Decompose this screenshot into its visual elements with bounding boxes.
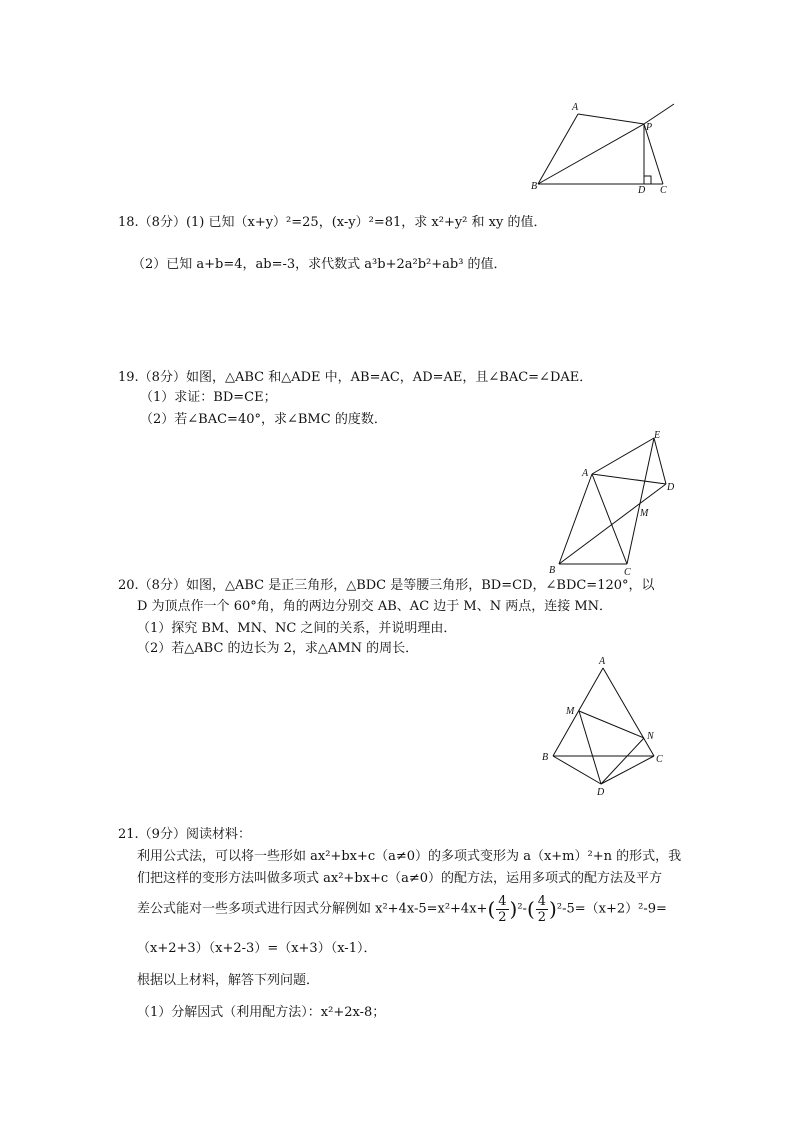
paren-open: (: [487, 897, 496, 921]
q21-title: 21.（9分）阅读材料：: [118, 827, 251, 842]
segment-ab: [559, 474, 592, 564]
segment-bd: [559, 484, 666, 564]
label-c: C: [656, 754, 663, 765]
label-b: B: [542, 752, 549, 763]
segment-ce: [627, 438, 654, 564]
label-e: E: [654, 430, 661, 441]
segment-cd: [601, 756, 654, 784]
right-angle-mark: [644, 176, 651, 184]
q20-part2: （2）若△ABC 的边长为 2，求△AMN 的周长．: [137, 641, 419, 656]
label-p: P: [646, 122, 653, 133]
q20-stem-line2: D 为顶点作一个 60°角，角的两边分别交 AB、AC 边于 M、N 两点，连接 MN．: [137, 599, 613, 614]
fraction-4-over-2-second: [536, 894, 548, 925]
paren-open-2: (: [526, 897, 535, 921]
q18-part1: 18.（8分）(1) 已知（x+y）²=25，(x-y）²=81，求 x²+y² 和 xy 的值．: [118, 215, 547, 230]
label-n: N: [647, 731, 654, 742]
segment-ed: [654, 438, 666, 484]
q21-material-line2: 们把这样的变形方法叫做多项式 ax²+bx+c（a≠0）的配方法，运用多项式的配方法及平方: [137, 871, 663, 886]
segment-mn: [579, 711, 644, 738]
label-b: B: [549, 565, 556, 576]
label-d: D: [638, 185, 646, 196]
fraction-numerator-2: 4: [537, 893, 547, 909]
q19-stem: 19.（8分）如图，△ABC 和△ADE 中，AB=AC，AD=AE，且∠BAC=∠DAE．: [118, 370, 593, 385]
q21-material-line1: 利用公式法，可以将一些形如 ax²+bx+c（a≠0）的多项式变形为 a（x+m）²+n 的形式，我: [137, 849, 682, 864]
figure-equilateral-triangle-abc: [536, 652, 676, 802]
label-c: C: [624, 567, 631, 578]
segment-dn: [601, 738, 644, 784]
label-a: A: [599, 656, 606, 667]
segment-bp: [538, 124, 644, 184]
figure-triangles-abc-ade: [544, 428, 684, 578]
segment-ae: [592, 438, 654, 474]
label-m: M: [566, 706, 575, 717]
fraction-4-over-2: [496, 894, 508, 925]
q18-part2: （2）已知 a+b=4，ab=-3，求代数式 a³b+2a²b²+ab³ 的值．: [132, 257, 507, 272]
segment-ab: [538, 114, 578, 184]
segment-pc: [644, 124, 663, 184]
fraction-denominator: 2: [498, 909, 507, 925]
q19-part2: （2）若∠BAC=40°，求∠BMC 的度数．: [140, 412, 387, 427]
segment-ad: [592, 474, 666, 484]
fraction-numerator: 4: [498, 893, 507, 909]
q21-example-prefix: 差公式能对一些多项式进行因式分解例如 x²+4x-5=x²+4x+: [137, 901, 488, 917]
segment-ap: [578, 114, 644, 124]
segment-ac: [592, 474, 627, 564]
q21-instruction: 根据以上材料，解答下列问题．: [137, 973, 320, 988]
ray-p-extension: [644, 104, 674, 124]
paren-close: ): [509, 897, 518, 921]
label-b: B: [531, 181, 538, 192]
q21-example-suffix: ²-5=（x+2）²-9=: [556, 901, 667, 917]
q21-material-line3: [137, 892, 667, 927]
label-m: M: [640, 508, 649, 519]
label-a: A: [572, 102, 579, 113]
q21-part1: （1）分解因式（利用配方法）：x²+2x-8；: [137, 1005, 386, 1020]
q20-part1: （1）探究 BM、MN、NC 之间的关系，并说明理由．: [137, 621, 457, 636]
paren-close-2: ): [549, 897, 557, 921]
label-d: D: [597, 787, 605, 798]
label-d: D: [667, 482, 675, 493]
q19-part1: （1）求证：BD=CE；: [140, 390, 277, 405]
label-c: C: [660, 185, 667, 196]
q21-material-line4: （x+2+3）（x+2-3）=（x+3）（x-1）．: [137, 941, 377, 956]
q21-example-mid: ²-: [517, 901, 527, 917]
fraction-denominator-2: 2: [537, 909, 547, 925]
q20-stem-line1: 20.（8分）如图，△ABC 是正三角形，△BDC 是等腰三角形，BD=CD，∠BDC=120°，以: [118, 578, 655, 593]
segment-ac: [603, 668, 654, 756]
segment-ab: [553, 668, 603, 756]
figure-quadrilateral-abpc: [528, 98, 678, 196]
label-a: A: [582, 468, 589, 479]
